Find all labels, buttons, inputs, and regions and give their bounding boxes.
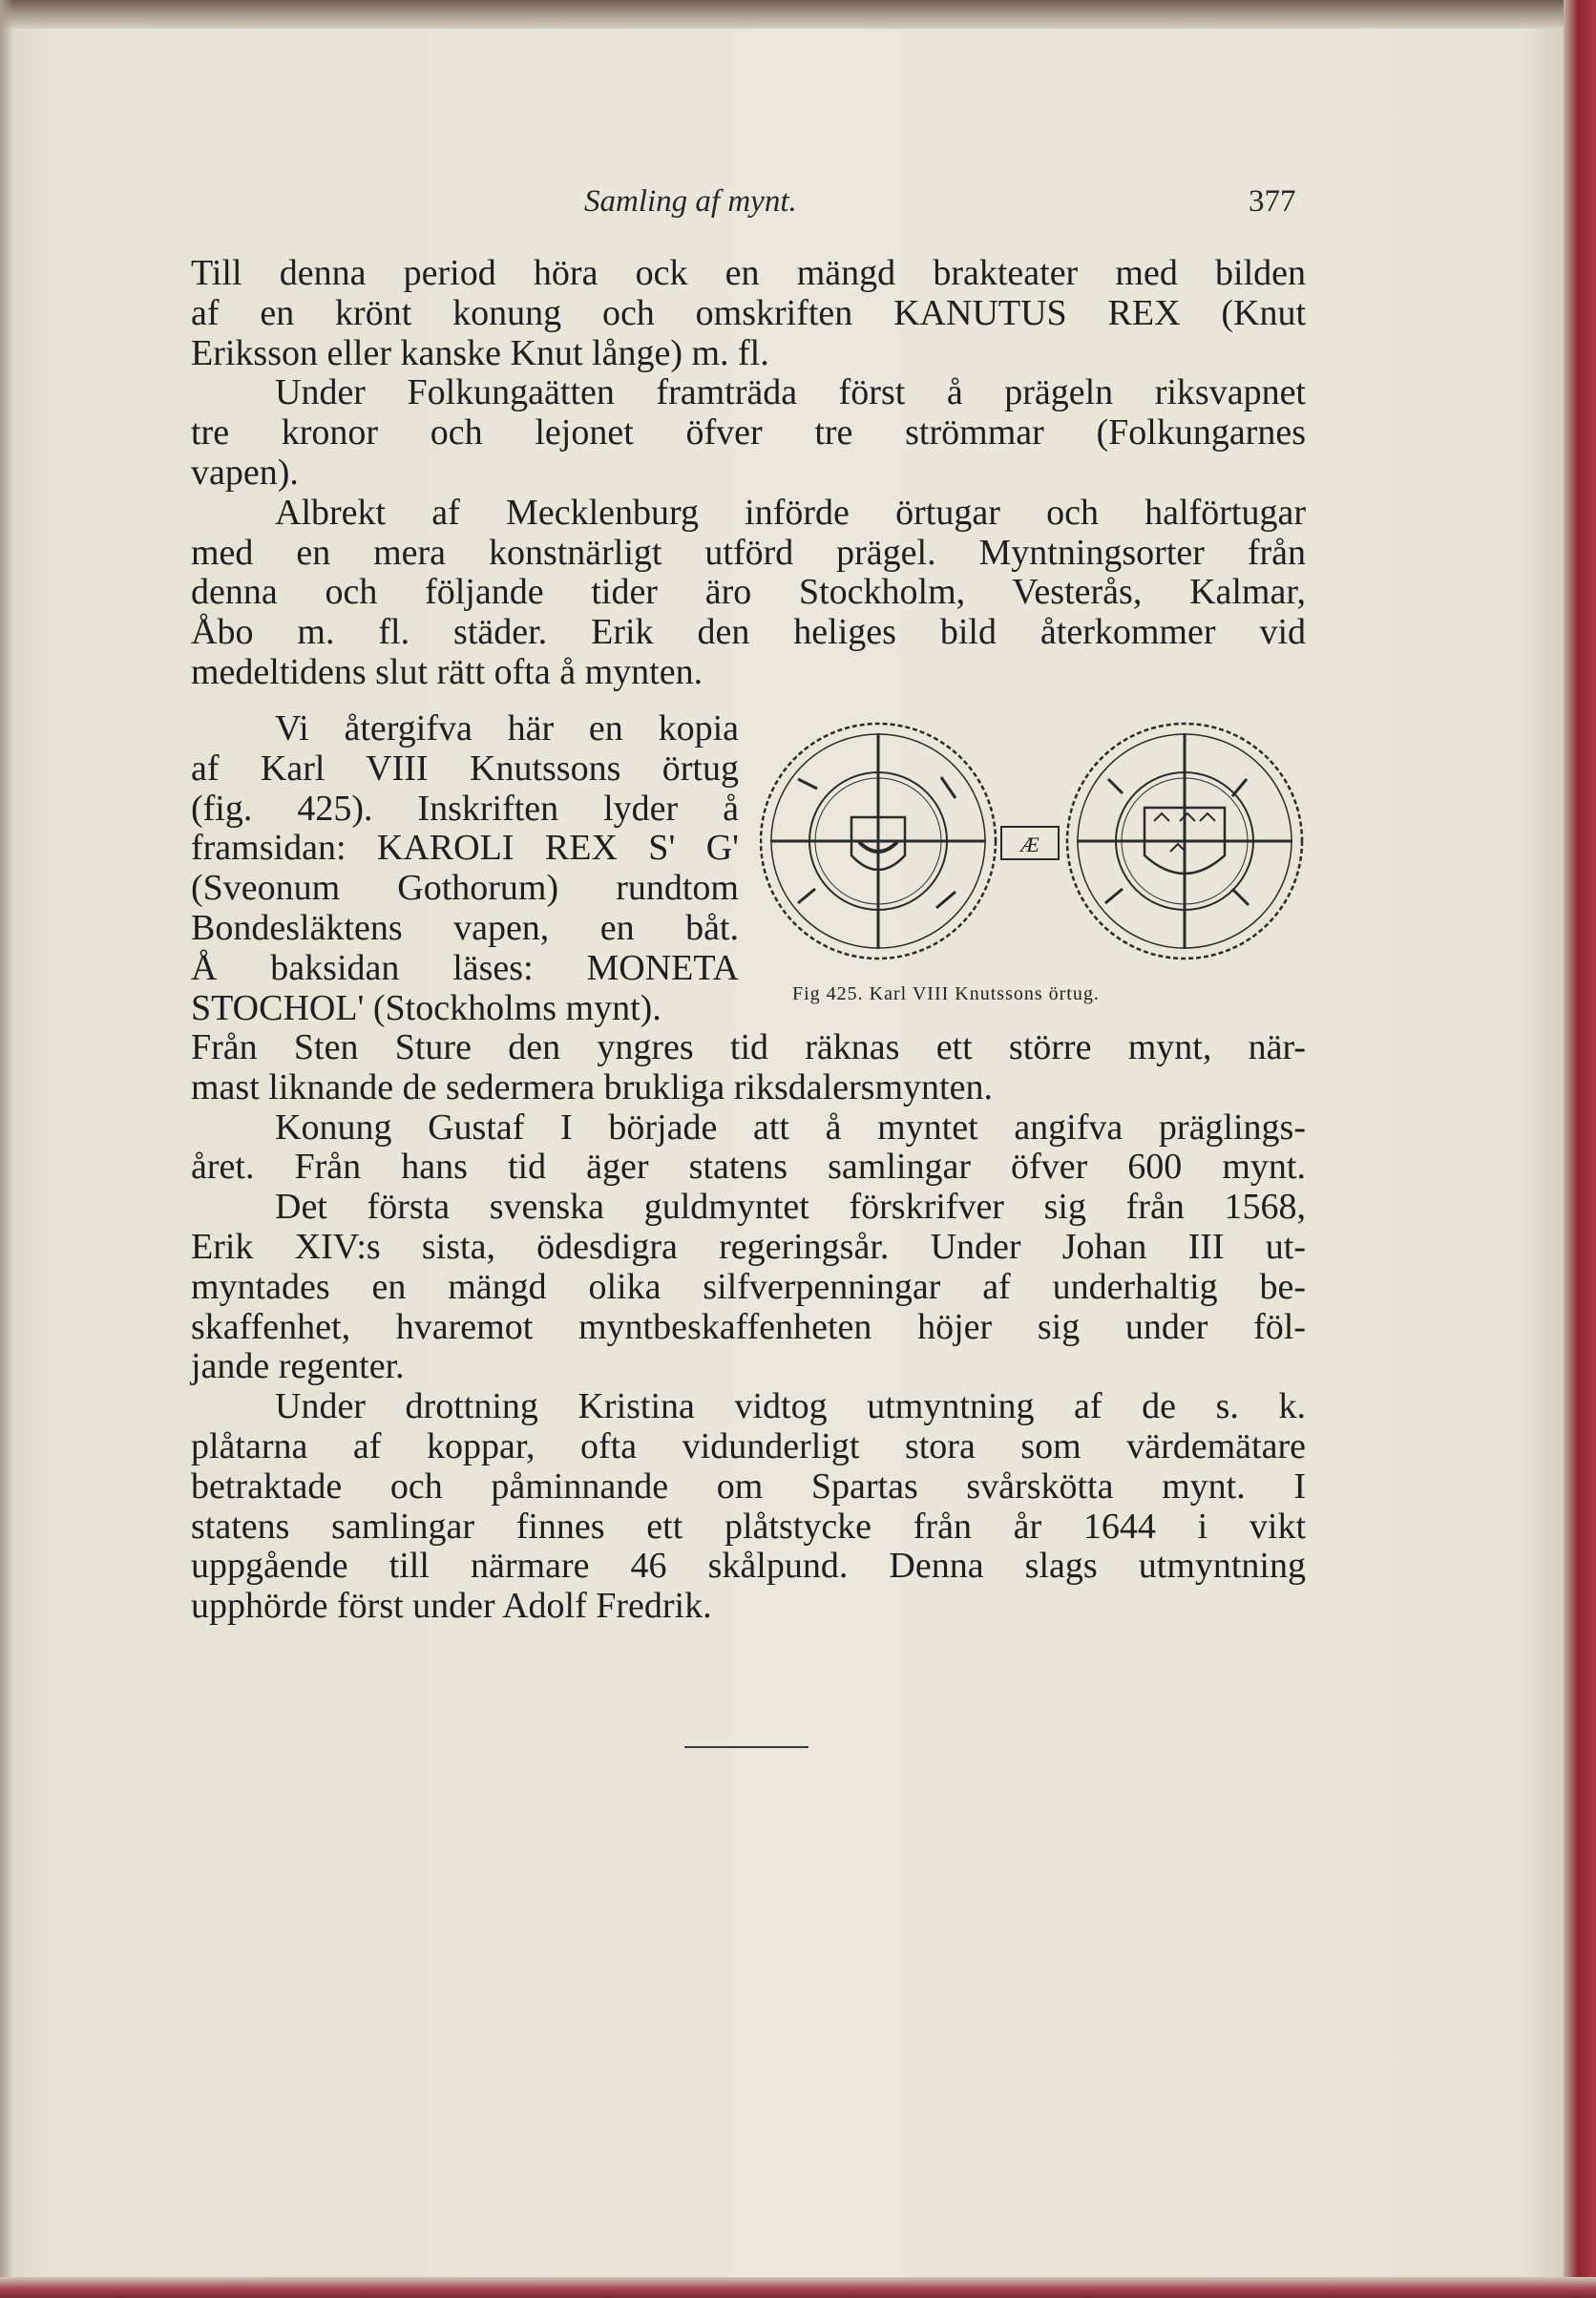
text-line: (fig. 425). Inskriften lyder å	[191, 788, 739, 829]
end-rule	[684, 1746, 808, 1748]
text-line: STOCHOL' (Stockholms mynt).	[191, 987, 662, 1028]
text-line: statens samlingar finnes ett plåtstycke från år 1644 i vikt	[191, 1506, 1306, 1547]
metal-mark-box	[1001, 827, 1059, 859]
book-fore-edge	[1564, 0, 1596, 2298]
page-number: 377	[1249, 184, 1296, 219]
text-line: af Karl VIII Knutssons örtug	[191, 748, 739, 789]
text-line: Från Sten Sture den yngres tid räknas ett större mynt, när-	[191, 1027, 1306, 1067]
text-line: Till denna period höra ock en mängd brakteater med bilden	[191, 253, 1306, 293]
coin-obverse	[761, 724, 996, 959]
text-line: denna och följande tider äro Stockholm, Vesterås, Kalmar,	[191, 572, 1306, 613]
text-line: Albrekt af Mecklenburg införde örtugar och halförtugar	[275, 492, 1306, 533]
text-line: (Sveonum Gothorum) rundtom	[191, 868, 739, 909]
text-line: året. Från hans tid äger statens samlingar öfver 600 mynt.	[191, 1147, 1306, 1188]
text-line: upphörde först under Adolf Fredrik.	[191, 1586, 712, 1627]
text-line: Konung Gustaf I började att å myntet angifva präglings-	[275, 1107, 1306, 1148]
text-line: framsidan: KAROLI REX S' G'	[191, 828, 739, 869]
coin-reverse	[1067, 724, 1302, 959]
text-line: vapen).	[191, 452, 299, 493]
figure-caption: Fig 425. Karl VIII Knutssons örtug.	[792, 983, 1100, 1004]
text-line: uppgående till närmare 46 skålpund. Denna slags utmyntning	[191, 1546, 1306, 1587]
text-line: plåtarna af koppar, ofta vidunderligt stora som värdemätare	[191, 1425, 1306, 1466]
text-line: Bondesläktens vapen, en båt.	[191, 907, 739, 948]
text-line: Åbo m. fl. städer. Erik den heliges bild återkommer vid	[191, 612, 1306, 653]
running-head-title: Samling af mynt.	[584, 184, 797, 219]
text-line: Det första svenska guldmyntet förskrifver sig från 1568,	[275, 1187, 1306, 1228]
text-line: jande regenter.	[191, 1346, 405, 1387]
coin-illustration	[760, 722, 1323, 1018]
text-line: medeltidens slut rätt ofta å mynten.	[191, 651, 704, 692]
text-line: Under drottning Kristina vidtog utmyntning af de s. k.	[275, 1386, 1306, 1427]
text-line: myntades en mängd olika silfverpenningar af underhaltig be-	[191, 1266, 1306, 1307]
metal-mark: Æ	[1020, 833, 1040, 856]
gutter-shadow	[0, 0, 13, 2298]
text-line: Vi återgifva här en kopia	[275, 708, 739, 748]
text-block-bottom	[191, 1028, 1306, 1627]
text-line: tre kronor och lejonet öfver tre strömmar (Folkungarnes	[191, 412, 1306, 453]
text-block-wrapped	[191, 709, 739, 1028]
text-line: Eriksson eller kanske Knut långe) m. fl.	[191, 332, 769, 373]
text-line: Å baksidan läses: MONETA	[191, 947, 739, 988]
book-top-edge	[0, 0, 1596, 29]
coin-figure	[760, 722, 1323, 1018]
text-line: af en krönt konung och omskriften KANUTUS REX (Knut	[191, 292, 1306, 333]
text-line: mast liknande de sedermera brukliga riksdalersmynten.	[191, 1066, 993, 1107]
book-bottom-edge	[0, 2277, 1596, 2298]
text-line: skaffenhet, hvaremot myntbeskaffenheten höjer sig under föl-	[191, 1306, 1306, 1347]
text-line: med en mera konstnärligt utförd prägel. Myntningsorter från	[191, 532, 1306, 573]
text-line: Erik XIV:s sista, ödesdigra regeringsår. Under Johan III ut-	[191, 1226, 1306, 1267]
text-line: betraktade och påminnande om Spartas svårskötta mynt. I	[191, 1465, 1306, 1507]
text-block-top	[191, 254, 1306, 693]
text-line: Under Folkungaätten framträda först å prägeln riksvapnet	[275, 372, 1306, 413]
